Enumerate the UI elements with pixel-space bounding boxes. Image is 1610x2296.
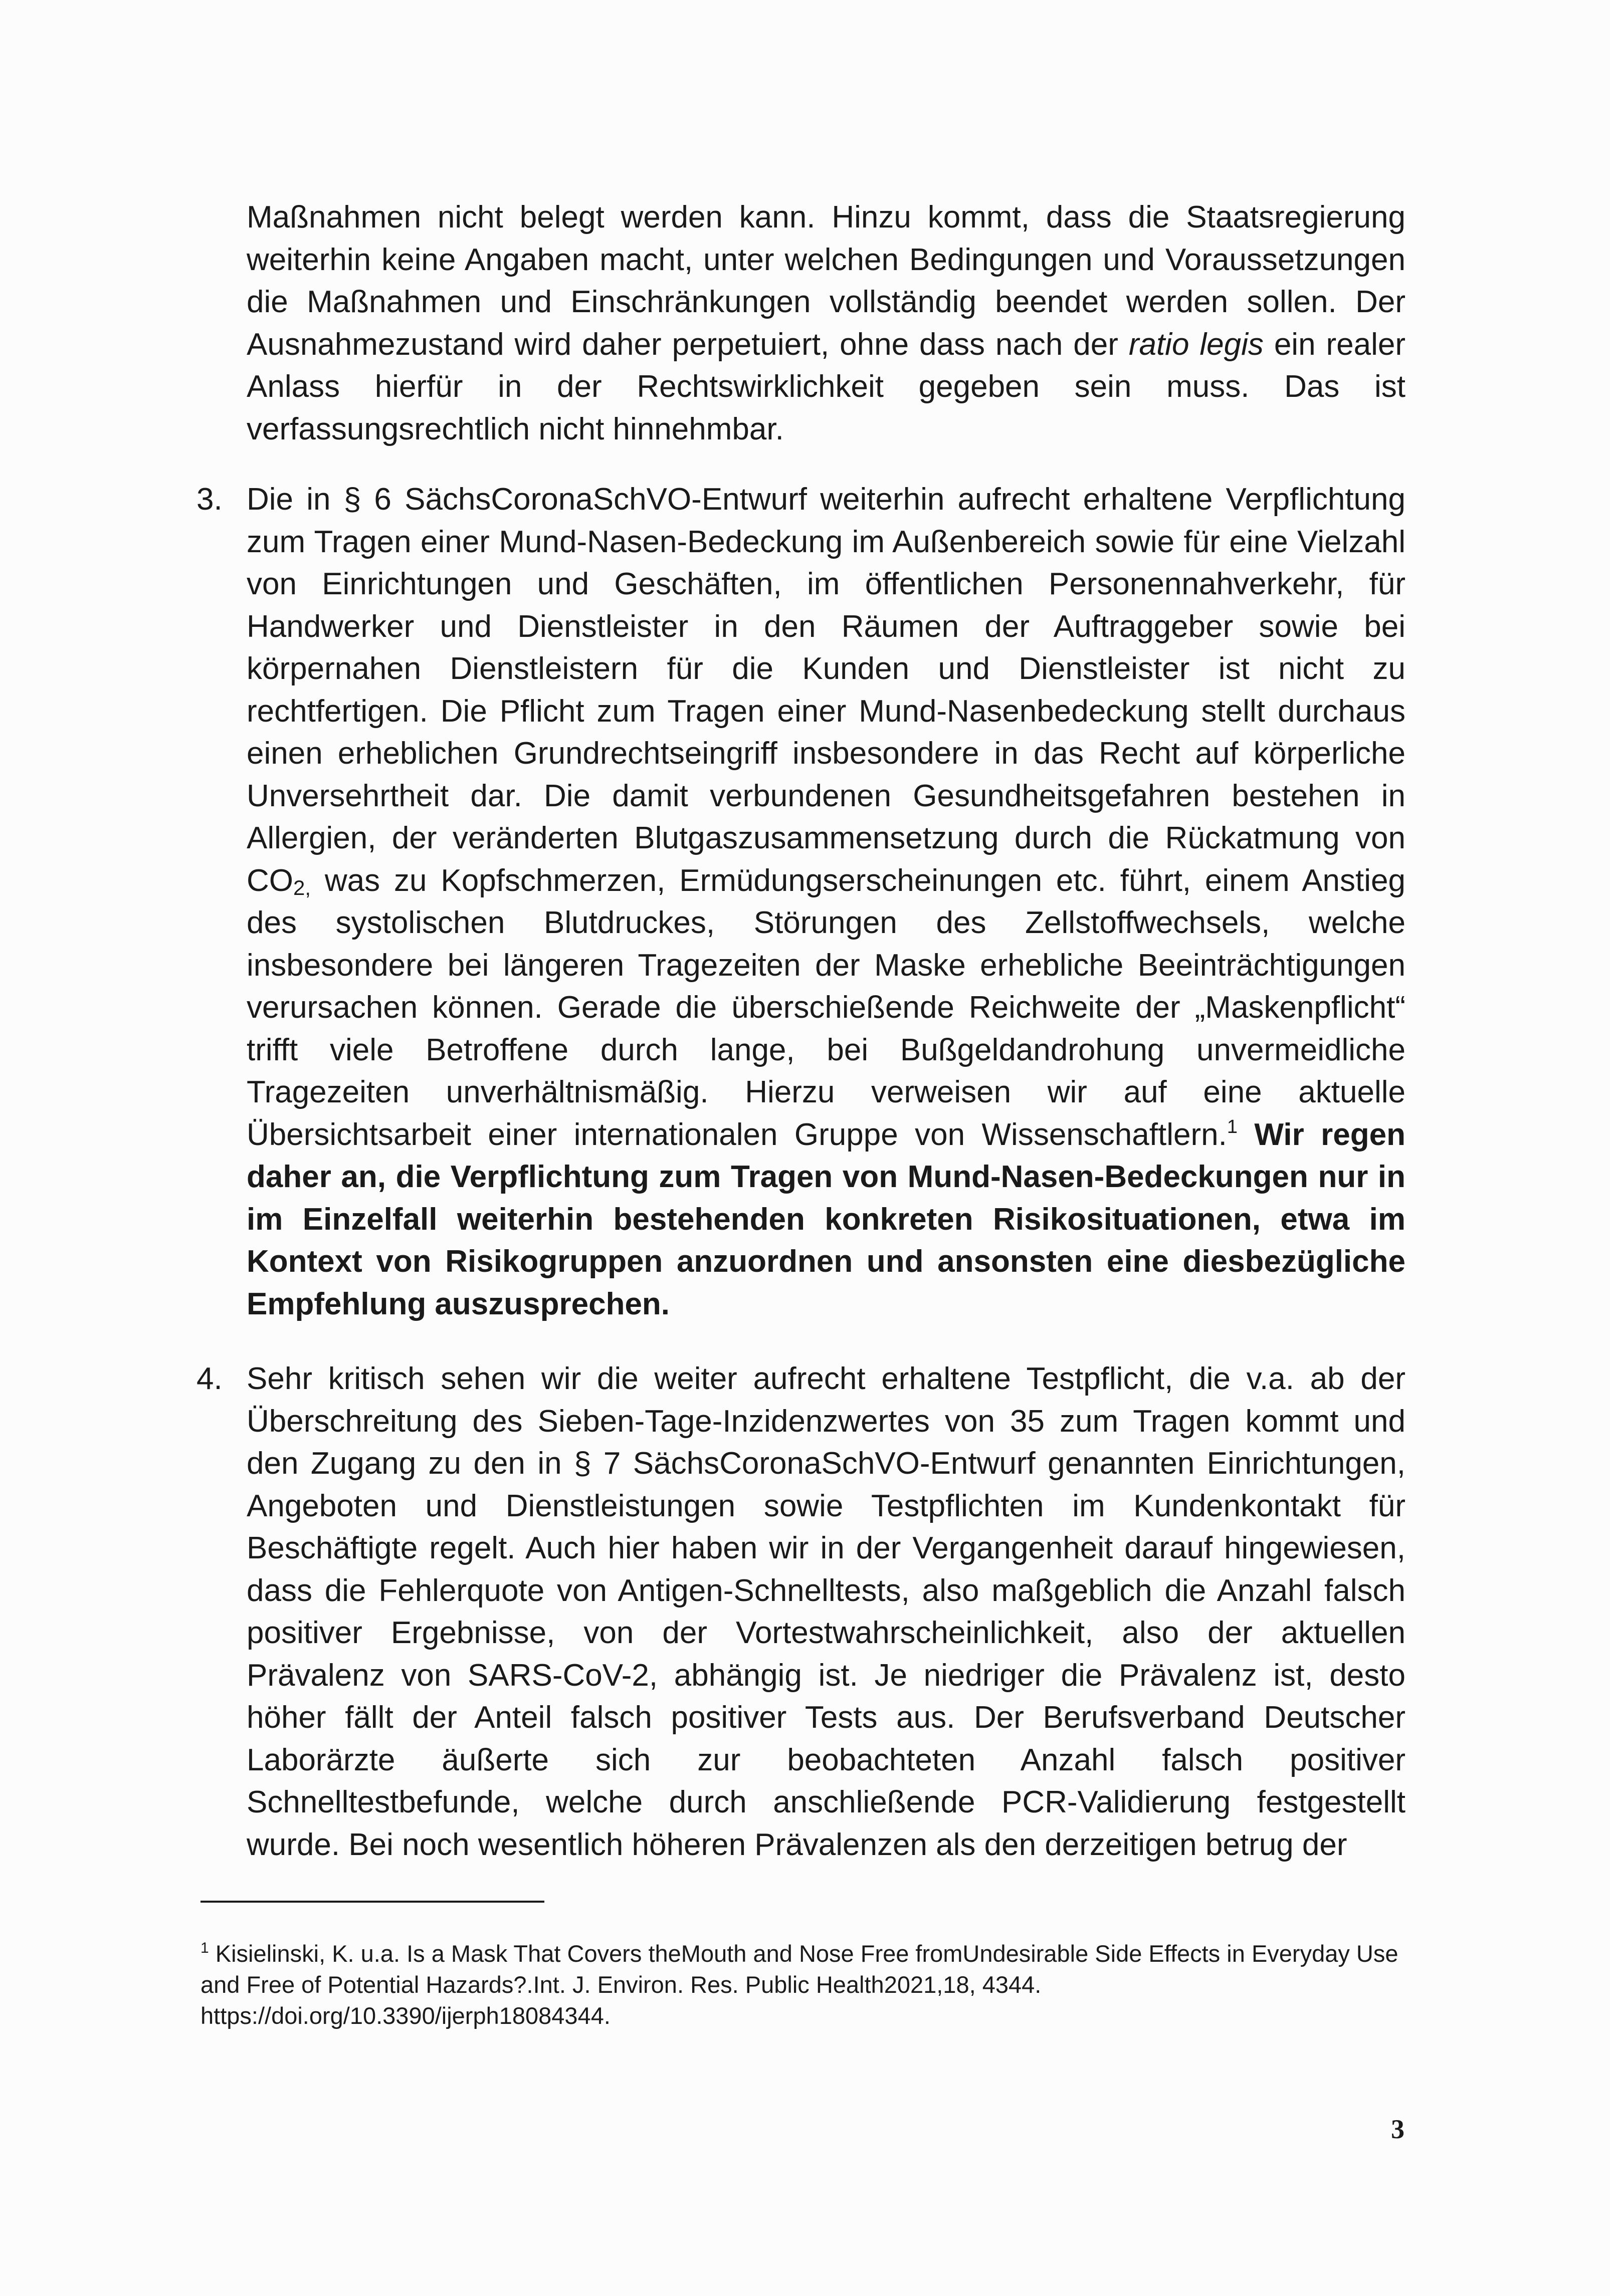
footnote-text: Kisielinski, K. u.a. Is a Mask That Covers theMouth and Nose Free fromUndesirable Side Effects in Everyday Use and Free of Potential Hazards?.Int. J. Environ. Res. Public Health2021,18, 4344. https://doi.org/10.3390/ijerph18084344. — [200, 1940, 1398, 2029]
item-4-text: Sehr kritisch sehen wir die weiter aufrecht erhaltene Testpflicht, die v.a. ab der Überschreitung des Sieben-Tage-Inzidenzwertes von 35 zum Tragen kommt und den Zugang zu den in § 7 SächsCoronaSchVO-Entwurf genannten Einrichtungen, Angeboten und Dienstleistungen sowie Testpflichten im Kundenkontakt für Beschäftigte regelt. Auch hier haben wir in der Vergangenheit darauf hingewiesen, dass die Fehlerquote von Antigen-Schnelltests, also maßgeblich die Anzahl falsch positiver Ergebnisse, von der Vortestwahrscheinlichkeit, also der aktuellen Prävalenz von SARS-CoV-2, abhängig ist. Je niedriger die Prävalenz ist, desto höher fällt der Anteil falsch positiver Tests aus. Der Berufsverband Deutscher Laborärzte äußerte sich zur beobachteten Anzahl falsch positiver Schnelltestbefunde, welche durch anschließende PCR-Validierung festgestellt wurde. Bei noch wesentlich höheren Prävalenzen als den derzeitigen betrug der — [247, 1361, 1405, 1862]
co2-subscript: 2, — [293, 875, 311, 899]
list-item-4 — [196, 1358, 1405, 1866]
intro-paragraph — [247, 196, 1405, 450]
intro-text-2: ein realer Anlass hierfür in der Rechtswirklichkeit gegeben sein muss. Das ist verfassungsrechtlich nicht hinnehmbar. — [247, 327, 1405, 446]
footnote-marker: 1 — [200, 1940, 209, 1956]
item-3-text-2: was zu Kopfschmerzen, Ermüdungserscheinungen etc. führt, einem Anstieg des systolischen Blutdruckes, Störungen des Zellstoffwechsels, welche insbesondere bei längeren Tragezeiten der Maske erhebliche Beeinträchtigungen verursachen können. Gerade die überschießende Reichweite der „Maskenpflicht“ trifft viele Betroffene durch lange, bei Bußgeldandrohung unvermeidliche Tragezeiten unverhältnismäßig. Hierzu verweisen wir auf eine aktuelle Übersichtsarbeit einer internationalen Gruppe von Wissenschaftlern. — [247, 863, 1405, 1152]
list-item-4-number: 4. — [196, 1361, 223, 1396]
page-number: 3 — [1391, 2114, 1404, 2144]
intro-italic-term: ratio legis — [1128, 327, 1264, 362]
intro-text-1: Maßnahmen nicht belegt werden kann. Hinzu kommt, dass die Staatsregierung weiterhin keine Angaben macht, unter welchen Bedingungen und Voraussetzungen die Maßnahmen und Einschränkungen vollständig beendet werden sollen. Der Ausnahmezustand wird daher perpetuiert, ohne dass nach der — [247, 200, 1405, 362]
footnote — [200, 1938, 1414, 2031]
list-item-3 — [196, 479, 1405, 1325]
item-3-text-1: Die in § 6 SächsCoronaSchVO-Entwurf weiterhin aufrecht erhaltene Verpflichtung zum Tragen einer Mund-Nasen-Bedeckung im Außenbereich sowie für eine Vielzahl von Einrichtungen und Geschäften, im öffentlichen Personennahverkehr, für Handwerker und Dienstleister in den Räumen der Auftraggeber sowie bei körpernahen Dienstleistern für die Kunden und Dienstleister ist nicht zu rechtfertigen. Die Pflicht zum Tragen einer Mund-Nasenbedeckung stellt durchaus einen erheblichen Grundrechtseingriff insbesondere in das Recht auf körperliche Unversehrtheit dar. Die damit verbundenen Gesundheitsgefahren bestehen in Allergien, der veränderten Blutgaszusammensetzung durch die Rückatmung von CO — [247, 482, 1405, 898]
footnote-separator — [200, 1901, 544, 1903]
list-item-3-number: 3. — [196, 482, 223, 517]
footnote-reference: 1 — [1227, 1116, 1238, 1137]
item-3-bold-recommendation: Wir regen daher an, die Verpflichtung zum Tragen von Mund-Nasen-Bedeckungen nur in im Einzelfall weiterhin bestehenden konkreten Risikosituationen, etwa im Kontext von Risikogruppen anzuordnen und ansonsten eine diesbezügliche Empfehlung auszusprechen. — [247, 1117, 1405, 1321]
